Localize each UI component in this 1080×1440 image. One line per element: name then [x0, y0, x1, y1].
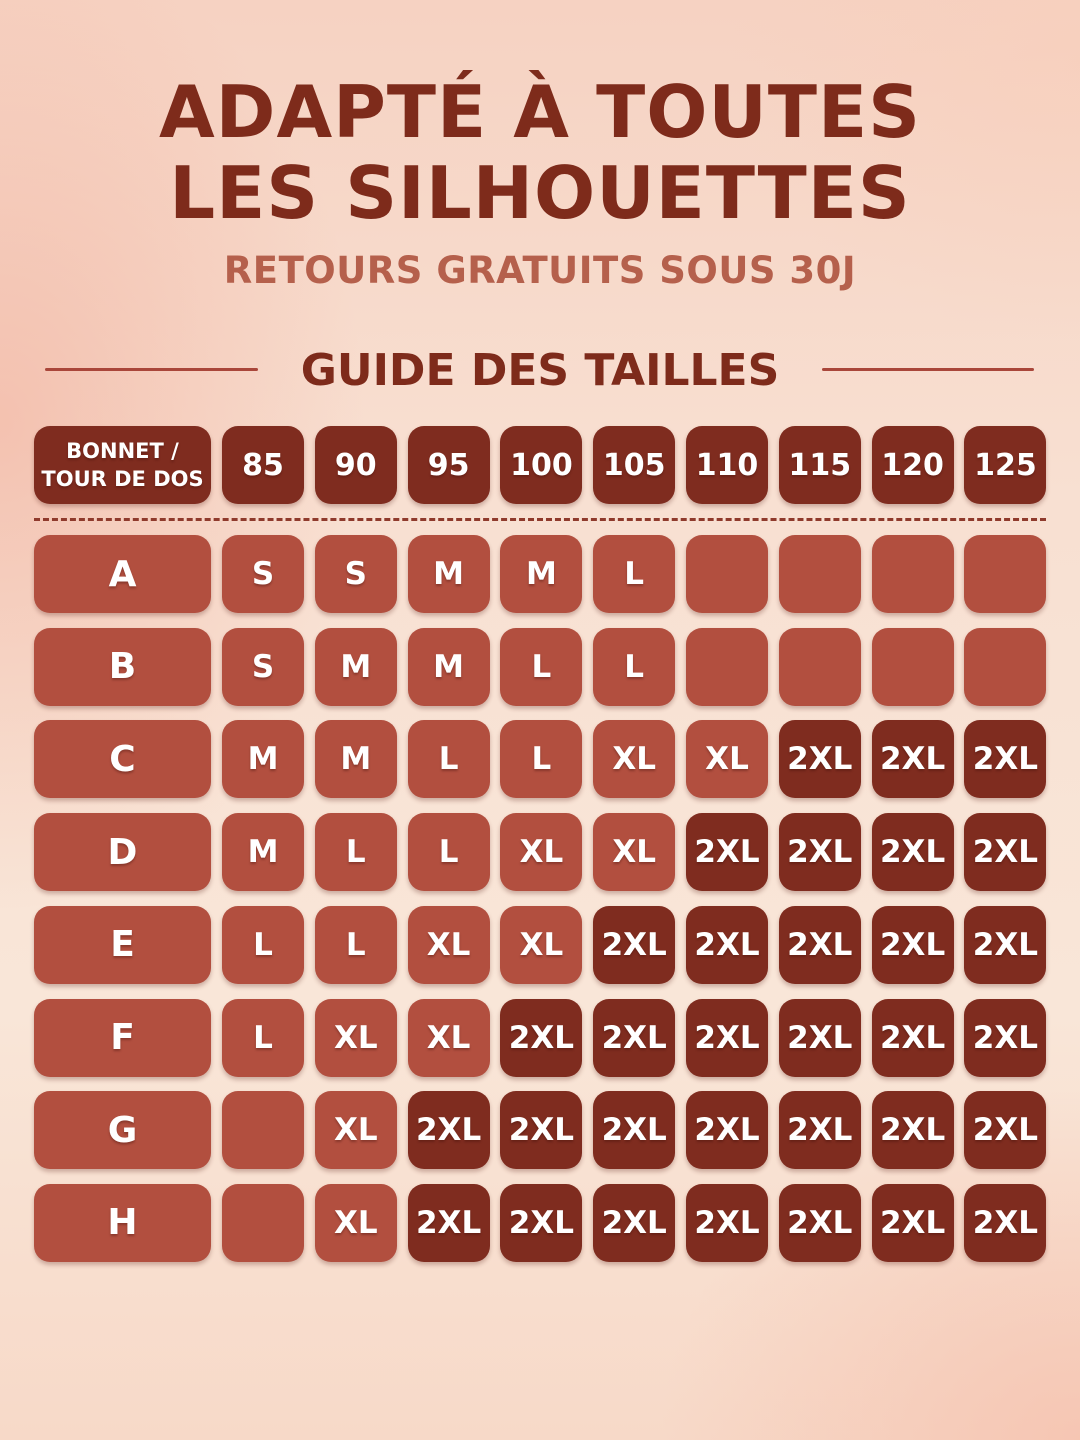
size-cell-h-95: 2XL: [408, 1184, 490, 1262]
size-guide-title: GUIDE DES TAILLES: [300, 345, 780, 396]
size-cell-e-115: 2XL: [779, 906, 861, 984]
size-cell-a-120: [872, 535, 954, 613]
size-cell-g-85: [222, 1091, 304, 1169]
size-cell-b-110: [686, 628, 768, 706]
band-size-header-125: 125: [964, 426, 1046, 504]
cup-label-f: F: [34, 999, 211, 1077]
size-cell-g-110: 2XL: [686, 1091, 768, 1169]
band-size-header-110: 110: [686, 426, 768, 504]
size-cell-a-110: [686, 535, 768, 613]
size-cell-c-115: 2XL: [779, 720, 861, 798]
size-cell-c-100: L: [500, 720, 582, 798]
size-cell-b-100: L: [500, 628, 582, 706]
divider-left: [45, 368, 258, 371]
size-cell-h-115: 2XL: [779, 1184, 861, 1262]
size-cell-a-95: M: [408, 535, 490, 613]
size-cell-b-85: S: [222, 628, 304, 706]
size-cell-c-95: L: [408, 720, 490, 798]
size-cell-a-105: L: [593, 535, 675, 613]
band-size-header-100: 100: [500, 426, 582, 504]
size-cell-e-90: L: [315, 906, 397, 984]
size-cell-c-120: 2XL: [872, 720, 954, 798]
size-cell-d-85: M: [222, 813, 304, 891]
header-dashed-divider: [34, 518, 1046, 521]
size-cell-c-90: M: [315, 720, 397, 798]
page-title-line-2: LES SILHOUETTES: [169, 151, 911, 235]
cup-label-d: D: [34, 813, 211, 891]
size-cell-e-85: L: [222, 906, 304, 984]
size-cell-f-85: L: [222, 999, 304, 1077]
size-cell-f-115: 2XL: [779, 999, 861, 1077]
band-size-header-85: 85: [222, 426, 304, 504]
page-title-line-1: ADAPTÉ À TOUTES: [158, 70, 922, 154]
size-cell-a-85: S: [222, 535, 304, 613]
cup-label-a: A: [34, 535, 211, 613]
size-cell-b-90: M: [315, 628, 397, 706]
size-cell-h-90: XL: [315, 1184, 397, 1262]
size-cell-f-100: 2XL: [500, 999, 582, 1077]
size-cell-d-120: 2XL: [872, 813, 954, 891]
size-cell-g-105: 2XL: [593, 1091, 675, 1169]
returns-subtitle: RETOURS GRATUITS SOUS 30J: [223, 249, 857, 292]
size-cell-a-100: M: [500, 535, 582, 613]
cup-label-g: G: [34, 1091, 211, 1169]
cup-label-e: E: [34, 906, 211, 984]
size-cell-c-85: M: [222, 720, 304, 798]
cup-label-c: C: [34, 720, 211, 798]
size-cell-f-125: 2XL: [964, 999, 1046, 1077]
size-cell-d-110: 2XL: [686, 813, 768, 891]
size-cell-b-125: [964, 628, 1046, 706]
size-cell-d-95: L: [408, 813, 490, 891]
size-cell-e-110: 2XL: [686, 906, 768, 984]
size-cell-g-95: 2XL: [408, 1091, 490, 1169]
size-cell-c-125: 2XL: [964, 720, 1046, 798]
size-cell-h-120: 2XL: [872, 1184, 954, 1262]
size-cell-g-125: 2XL: [964, 1091, 1046, 1169]
size-cell-f-120: 2XL: [872, 999, 954, 1077]
size-cell-a-90: S: [315, 535, 397, 613]
size-cell-h-85: [222, 1184, 304, 1262]
size-cell-g-115: 2XL: [779, 1091, 861, 1169]
size-cell-h-125: 2XL: [964, 1184, 1046, 1262]
size-cell-g-100: 2XL: [500, 1091, 582, 1169]
size-cell-d-105: XL: [593, 813, 675, 891]
size-cell-e-95: XL: [408, 906, 490, 984]
size-cell-h-105: 2XL: [593, 1184, 675, 1262]
size-cell-a-115: [779, 535, 861, 613]
cup-label-b: B: [34, 628, 211, 706]
size-cell-d-100: XL: [500, 813, 582, 891]
size-cell-f-90: XL: [315, 999, 397, 1077]
size-cell-d-115: 2XL: [779, 813, 861, 891]
band-size-header-90: 90: [315, 426, 397, 504]
size-cell-b-120: [872, 628, 954, 706]
size-cell-e-100: XL: [500, 906, 582, 984]
size-cell-g-90: XL: [315, 1091, 397, 1169]
table-corner-header: [34, 426, 211, 504]
band-size-header-105: 105: [593, 426, 675, 504]
size-cell-d-90: L: [315, 813, 397, 891]
size-cell-g-120: 2XL: [872, 1091, 954, 1169]
size-cell-d-125: 2XL: [964, 813, 1046, 891]
size-cell-f-110: 2XL: [686, 999, 768, 1077]
band-size-header-115: 115: [779, 426, 861, 504]
size-cell-e-120: 2XL: [872, 906, 954, 984]
size-cell-e-105: 2XL: [593, 906, 675, 984]
size-cell-b-115: [779, 628, 861, 706]
size-cell-c-105: XL: [593, 720, 675, 798]
size-cell-h-110: 2XL: [686, 1184, 768, 1262]
corner-label-band: TOUR DE DOS: [41, 467, 204, 491]
size-cell-h-100: 2XL: [500, 1184, 582, 1262]
size-cell-e-125: 2XL: [964, 906, 1046, 984]
size-cell-a-125: [964, 535, 1046, 613]
band-size-header-120: 120: [872, 426, 954, 504]
corner-label-cup: BONNET /: [66, 439, 179, 463]
divider-right: [822, 368, 1034, 371]
cup-label-h: H: [34, 1184, 211, 1262]
size-cell-c-110: XL: [686, 720, 768, 798]
band-size-header-95: 95: [408, 426, 490, 504]
size-cell-f-95: XL: [408, 999, 490, 1077]
size-cell-f-105: 2XL: [593, 999, 675, 1077]
size-cell-b-95: M: [408, 628, 490, 706]
size-cell-b-105: L: [593, 628, 675, 706]
